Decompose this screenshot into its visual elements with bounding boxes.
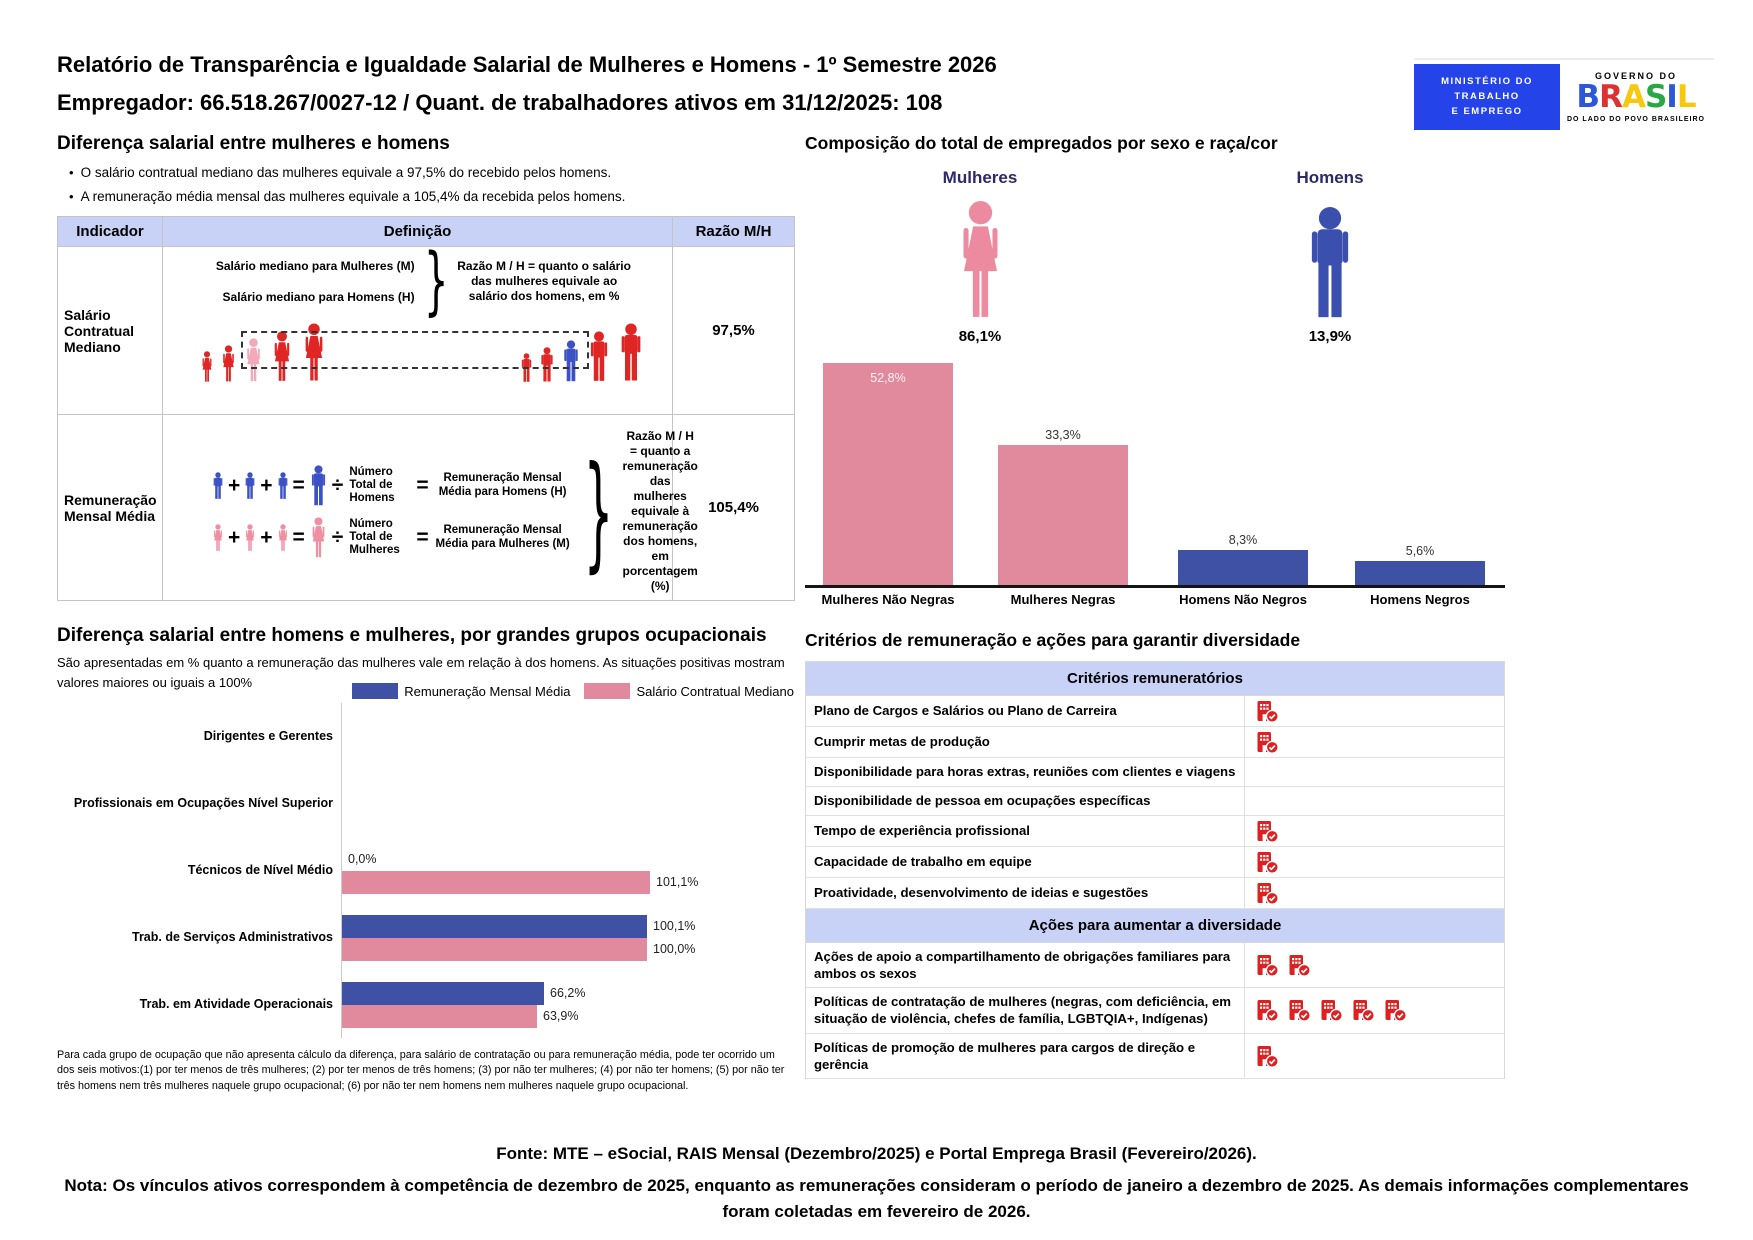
equals-sign: =	[416, 474, 429, 497]
women-percentage: 86,1%	[958, 328, 1002, 345]
source-line: Fonte: MTE – eSocial, RAIS Mensal (Dezembro/2025) e Portal Emprega Brasil (Fevereiro/2026).	[496, 1144, 1257, 1163]
company-check-icon	[1383, 998, 1407, 1022]
women-average-formula	[211, 517, 574, 559]
criteria-table	[805, 661, 1505, 1079]
brace-glyph: }	[583, 438, 613, 585]
company-check-icon	[1255, 730, 1279, 754]
legend-swatch-blue	[352, 683, 398, 699]
bar	[823, 363, 953, 585]
mte-logo: MINISTÉRIO DO TRABALHO E EMPREGO	[1414, 64, 1560, 130]
category-label: Técnicos de Nível Médio	[187, 863, 333, 878]
men-figure-block	[1155, 168, 1505, 345]
criteria-row	[806, 727, 1504, 758]
bar	[342, 915, 647, 938]
female-icon	[211, 524, 225, 552]
criteria-label: Disponibilidade de pessoa em ocupações específicas	[814, 793, 1151, 809]
criteria-label: Proatividade, desenvolvimento de ideias e sugestões	[814, 885, 1149, 901]
bar	[1355, 561, 1485, 585]
composition-chart	[805, 353, 1505, 585]
bar-area	[341, 904, 794, 971]
criteria-row	[806, 787, 1504, 816]
female-icon	[308, 517, 329, 559]
company-check-icon	[1255, 953, 1279, 977]
male-icon	[1301, 206, 1359, 322]
bar-slot	[1355, 544, 1485, 585]
category-label: Dirigentes e Gerentes	[203, 729, 333, 744]
indicator-definition	[163, 415, 698, 601]
legend-label: Salário Contratual Mediano	[636, 683, 794, 699]
bar-value-label: 33,3%	[1045, 428, 1081, 442]
company-check-icon	[1287, 998, 1311, 1022]
median-men-label: Salário mediano para Homens (H)	[222, 289, 415, 304]
plus-sign: +	[260, 526, 273, 549]
bar-line	[342, 982, 794, 1005]
men-total-label: Número Total de Homens	[349, 465, 395, 505]
plus-sign: +	[228, 526, 241, 549]
criteria-label: Cumprir metas de produção	[814, 734, 990, 750]
chart-legend	[346, 683, 794, 699]
male-icon	[211, 472, 225, 500]
governo-do-brasil-logo: GOVERNO DO BRASIL DO LADO DO POVO BRASILEIRO	[1566, 71, 1705, 123]
brand-letter: I	[1666, 79, 1677, 115]
logos	[1414, 58, 1714, 130]
col-header-razao: Razão M/H	[673, 217, 795, 247]
col-header-definicao: Definição	[163, 217, 673, 247]
female-icon	[276, 524, 290, 552]
criteria-row	[806, 1034, 1504, 1079]
criteria-icons	[1244, 727, 1504, 757]
brace-glyph: }	[423, 237, 449, 325]
bar-value-label: 5,6%	[1405, 544, 1435, 558]
bar-value-label: 63,9%	[543, 1009, 579, 1024]
criteria-label: Capacidade de trabalho em equipe	[814, 854, 1032, 870]
brand-letter: R	[1599, 79, 1622, 115]
criteria-icons	[1244, 816, 1504, 846]
company-check-icon	[1255, 881, 1279, 905]
ratio-value: 97,5%	[673, 247, 795, 415]
criteria-section-header: Critérios remuneratórios	[806, 662, 1504, 696]
bar	[342, 1005, 537, 1028]
equals-sign: =	[416, 526, 429, 549]
bar-slot	[1178, 533, 1308, 585]
men-percentage: 13,9%	[1308, 328, 1352, 345]
women-total-label: Número Total de Mulheres	[349, 517, 400, 557]
bar-line	[342, 1005, 794, 1028]
criteria-icons	[1244, 943, 1504, 987]
chart-row	[57, 770, 794, 837]
table-row	[58, 247, 795, 415]
bar-value-label: 100,1%	[653, 919, 696, 934]
women-label: Mulheres	[942, 168, 1018, 187]
female-icon	[243, 524, 257, 552]
bar-value-label: 8,3%	[1228, 533, 1258, 547]
company-check-icon	[1319, 998, 1343, 1022]
ratio-value: 105,4%	[673, 415, 795, 601]
chart-row	[57, 703, 794, 770]
bullet-dot: •	[69, 165, 74, 180]
ratio-note: Razão M / H = quanto o salário das mulheres equivale ao salário dos homens, em %	[457, 258, 631, 303]
brand-letter: S	[1644, 79, 1667, 115]
brand-letter: B	[1576, 79, 1600, 115]
bar	[342, 938, 647, 961]
male-icon	[586, 331, 612, 383]
men-label: Homens	[1296, 168, 1364, 187]
criteria-label: Disponibilidade para horas extras, reuniões com clientes e viagens	[814, 764, 1236, 780]
criteria-row	[806, 696, 1504, 727]
criteria-label: Plano de Cargos e Salários ou Plano de Carreira	[814, 703, 1117, 719]
female-icon	[219, 345, 238, 383]
criteria-icons	[1244, 878, 1504, 908]
indicator-definition	[163, 237, 673, 415]
criteria-icons	[1244, 1034, 1504, 1078]
bar-area	[341, 703, 794, 770]
legend-item	[584, 683, 794, 699]
bar-value-label: 101,1%	[656, 875, 699, 890]
bar-line	[342, 938, 794, 961]
ratio-note: Razão M / H = quanto a remuneração das mulheres equivale à remuneração dos homens, em porcentagem (%)	[622, 429, 698, 593]
male-icon	[616, 323, 646, 383]
bar-area	[341, 770, 794, 837]
composition-categories	[805, 592, 1505, 614]
table-row	[58, 415, 795, 601]
male-icon	[276, 472, 290, 500]
median-people-illustration	[171, 319, 664, 383]
criteria-icons	[1244, 787, 1504, 815]
bar-slot	[998, 428, 1128, 585]
bar-line	[342, 848, 794, 871]
criteria-row	[806, 847, 1504, 878]
category-label: Homens Não Negros	[1179, 592, 1307, 607]
criteria-row	[806, 758, 1504, 787]
bar-value-label: 0,0%	[348, 852, 377, 867]
composition-axis	[805, 585, 1505, 588]
company-check-icon	[1255, 998, 1279, 1022]
bar	[342, 871, 650, 894]
indicator-name: Remuneração Mensal Média	[58, 415, 163, 601]
gender-figures	[805, 168, 1505, 345]
bar	[998, 445, 1128, 585]
brasil-wordmark	[1576, 81, 1695, 114]
report-footer	[0, 1144, 1753, 1224]
brand-letter: L	[1676, 79, 1696, 115]
chart-row	[57, 904, 794, 971]
chart-row	[57, 837, 794, 904]
criteria-row	[806, 943, 1504, 988]
bar-value-label: 52,8%	[870, 371, 906, 385]
indicator-name: Salário Contratual Mediano	[58, 247, 163, 415]
company-check-icon	[1255, 699, 1279, 723]
bar	[1178, 550, 1308, 585]
plus-sign: +	[260, 474, 273, 497]
legend-item	[352, 683, 570, 699]
men-average-label: Remuneração Mensal Média para Homens (H)	[438, 472, 567, 498]
bar-line	[342, 871, 794, 894]
company-check-icon	[1287, 953, 1311, 977]
category-label: Trab. em Atividade Operacionais	[139, 997, 333, 1012]
report-header	[57, 52, 997, 129]
criteria-label: Tempo de experiência profissional	[814, 823, 1030, 839]
category-label: Profissionais em Ocupações Nível Superior	[73, 796, 333, 811]
composition-title: Composição do total de empregados por sexo e raça/cor	[805, 133, 1278, 153]
category-label: Trab. de Serviços Administrativos	[132, 930, 333, 945]
bar-value-label: 100,0%	[653, 942, 696, 957]
report-title: Relatório de Transparência e Igualdade Salarial de Mulheres e Homens - 1º Semestre 2026	[57, 52, 997, 77]
criteria-row	[806, 816, 1504, 847]
criteria-icons	[1244, 758, 1504, 786]
indicator-table	[57, 216, 795, 601]
legend-label: Remuneração Mensal Média	[404, 683, 571, 699]
female-icon	[950, 200, 1011, 322]
criteria-label: Políticas de contratação de mulheres (negras, com deficiência, em situação de violência, chefes de família, LGBTQIA+, Indígenas)	[814, 994, 1232, 1027]
bullet-dot: •	[69, 189, 74, 204]
divide-sign: ÷	[331, 474, 344, 497]
occupational-footnote: Para cada grupo de ocupação que não apresenta cálculo da diferença, para salário de contratação ou para remuneração média, pode ter ocorrido um dos seis motivos:(1) por ter menos de três mulheres; (2) por ter menos de três homens; (3) por não ter mulheres; (4) por não ter homens; (5) por não ter três homens nem três mulheres naquele grupo ocupacional; (6) por não ter nem homens nem mulheres naquele grupo ocupacional.	[57, 1049, 785, 1092]
male-icon	[308, 465, 329, 507]
company-check-icon	[1255, 819, 1279, 843]
occupational-chart	[57, 703, 794, 1038]
category-label: Mulheres Não Negras	[821, 592, 955, 607]
criteria-title: Critérios de remuneração e ações para garantir diversidade	[805, 630, 1301, 650]
median-women-label: Salário mediano para Mulheres (M)	[215, 258, 415, 273]
plus-sign: +	[228, 474, 241, 497]
criteria-icons	[1244, 847, 1504, 877]
women-figure-block	[805, 168, 1155, 345]
salary-gap-bullets	[57, 165, 794, 204]
criteria-label: Ações de apoio a compartilhamento de obrigações familiares para ambos os sexos	[814, 949, 1231, 982]
col-header-indicador: Indicador	[58, 217, 163, 247]
bar-slot	[823, 363, 953, 585]
criteria-row	[806, 988, 1504, 1033]
bullet-text: A remuneração média mensal das mulheres equivale a 105,4% da recebida pelos homens.	[80, 189, 626, 204]
salary-gap-title: Diferença salarial entre mulheres e homens	[57, 133, 450, 154]
criteria-icons	[1244, 696, 1504, 726]
occupational-subtitle: São apresentadas em % quanto a remuneração das mulheres vale em relação à dos homens. As situações positivas mostram valores maiores ou iguais a 100%	[57, 655, 785, 691]
bar-value-label: 66,2%	[550, 986, 586, 1001]
employer-line: Empregador: 66.518.267/0027-12 / Quant. de trabalhadores ativos em 31/12/2025: 108	[57, 90, 943, 116]
divide-sign: ÷	[331, 526, 344, 549]
note-line: Nota: Os vínculos ativos correspondem à competência de dezembro de 2025, enquanto as remunerações consideram o período de janeiro a dezembro de 2025. As demais informações complementares foram coletadas em fevereiro de 2026.	[64, 1176, 1689, 1221]
men-average-formula	[211, 465, 574, 507]
male-icon	[243, 472, 257, 500]
chart-row	[57, 971, 794, 1038]
legend-swatch-pink	[584, 683, 630, 699]
bar-area	[341, 837, 794, 904]
brand-letter: A	[1621, 79, 1645, 115]
bar	[342, 982, 544, 1005]
median-comparison-box	[241, 331, 589, 369]
bar-line	[342, 915, 794, 938]
company-check-icon	[1351, 998, 1375, 1022]
criteria-row	[806, 878, 1504, 909]
criteria-section-header: Ações para aumentar a diversidade	[806, 909, 1504, 943]
bar-area	[341, 971, 794, 1038]
occupational-title: Diferença salarial entre homens e mulheres, por grandes grupos ocupacionais	[57, 625, 767, 646]
women-average-label: Remuneração Mensal Média para Mulheres (M)	[435, 524, 570, 550]
company-check-icon	[1255, 850, 1279, 874]
bullet-text: O salário contratual mediano das mulheres equivale a 97,5% do recebido pelos homens.	[80, 165, 612, 180]
category-label: Mulheres Negras	[1010, 592, 1116, 607]
category-label: Homens Negros	[1370, 592, 1470, 607]
criteria-icons	[1244, 988, 1504, 1032]
company-check-icon	[1255, 1044, 1279, 1068]
equals-sign: =	[292, 526, 305, 549]
criteria-label: Políticas de promoção de mulheres para cargos de direção e gerência	[814, 1039, 1196, 1072]
female-icon	[199, 351, 215, 383]
equals-sign: =	[292, 474, 305, 497]
